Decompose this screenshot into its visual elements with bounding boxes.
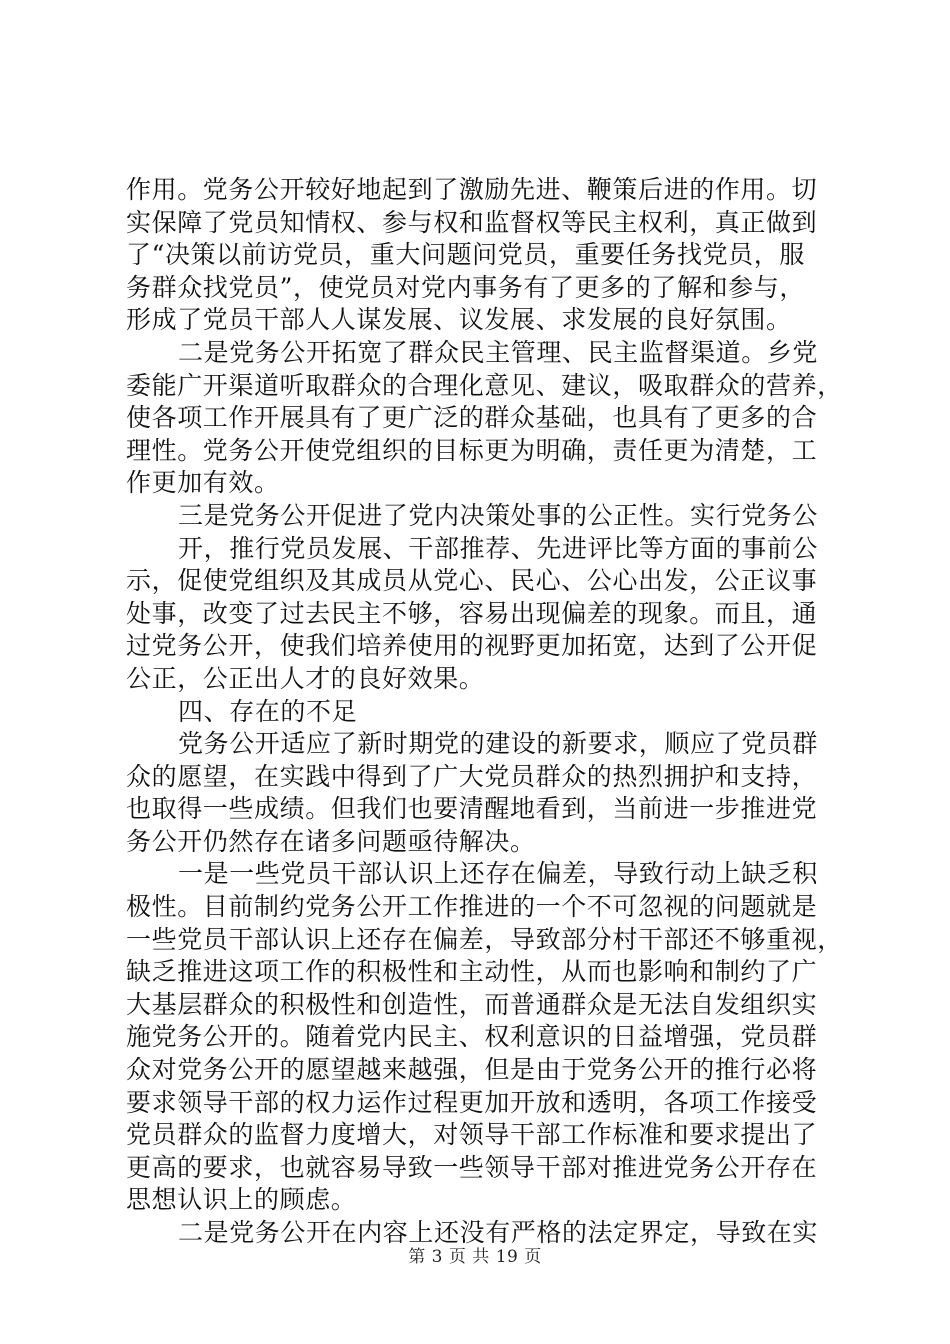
text-line: 党务公开适应了新时期党的建设的新要求，顺应了党员群	[178, 729, 819, 759]
text-line: 务公开仍然存在诸多问题亟待解决。	[126, 826, 536, 856]
section-heading: 四、存在的不足	[178, 696, 358, 726]
text-line: 要求领导干部的权力运作过程更加开放和透明，各项工作接受	[126, 1087, 818, 1117]
text-line: 二是党务公开拓宽了群众民主管理、民主监督渠道。乡党	[178, 337, 819, 367]
text-line: 众对党务公开的愿望越来越强，但是由于党务公开的推行必将	[126, 1055, 818, 1085]
text-line: 开，推行党员发展、干部推荐、先进评比等方面的事前公	[178, 533, 819, 563]
page-number-footer: 第 3 页 共 19 页	[408, 1247, 542, 1267]
text-line: 也取得一些成绩。但我们也要清醒地看到，当前进一步推进党	[126, 794, 818, 824]
text-line: 一些党员干部认识上还存在偏差，导致部分村干部还不够重视，	[126, 924, 843, 954]
text-line: 三是党务公开促进了党内决策处事的公正性。实行党务公	[178, 500, 819, 530]
text-line: 作更加有效。	[126, 468, 280, 498]
text-line: 众的愿望，在实践中得到了广大党员群众的热烈拥护和支持，	[126, 761, 818, 791]
text-line: 二是党务公开在内容上还没有严格的法定界定，导致在实	[178, 1218, 819, 1247]
text-line: 过党务公开，使我们培养使用的视野更加拓宽，达到了公开促	[126, 631, 818, 661]
text-line: 缺乏推进这项工作的积极性和主动性，从而也影响和制约了广	[126, 957, 818, 987]
text-line: 了“决策以前访党员，重大问题问党员，重要任务找党员，服	[126, 240, 805, 270]
text-line: 思想认识上的顾虑。	[126, 1185, 357, 1215]
text-line: 理性。党务公开使党组织的目标更为明确，责任更为清楚，工	[126, 435, 818, 465]
text-line: 党员群众的监督力度增大，对领导干部工作标准和要求提出了	[126, 1120, 818, 1150]
text-line: 委能广开渠道听取群众的合理化意见、建议，吸取群众的营养，	[126, 370, 843, 400]
text-line: 实保障了党员知情权、参与权和监督权等民主权利，真正做到	[126, 207, 818, 237]
text-line: 大基层群众的积极性和创造性，而普通群众是无法自发组织实	[126, 989, 818, 1019]
text-line: 使各项工作开展具有了更广泛的群众基础，也具有了更多的合	[126, 403, 818, 433]
text-line: 公正，公正出人才的良好效果。	[126, 663, 485, 693]
text-line: 处事，改变了过去民主不够，容易出现偏差的现象。而且，通	[126, 598, 818, 628]
text-line: 施党务公开的。随着党内民主、权利意识的日益增强，党员群	[126, 1022, 818, 1052]
text-line: 更高的要求，也就容易导致一些领导干部对推进党务公开存在	[126, 1152, 818, 1182]
text-line: 一是一些党员干部认识上还存在偏差，导致行动上缺乏积	[178, 859, 819, 889]
text-line: 形成了党员干部人人谋发展、议发展、求发展的良好氛围。	[126, 305, 792, 335]
text-line: 示，促使党组织及其成员从党心、民心、公心出发，公正议事	[126, 566, 818, 596]
text-line: 极性。目前制约党务公开工作推进的一个不可忽视的问题就是	[126, 892, 818, 922]
text-line: 务群众找党员”，使党员对党内事务有了更多的了解和参与，	[126, 272, 805, 302]
document-body	[126, 174, 843, 1250]
text-line: 作用。党务公开较好地起到了激励先进、鞭策后进的作用。切	[126, 175, 818, 204]
